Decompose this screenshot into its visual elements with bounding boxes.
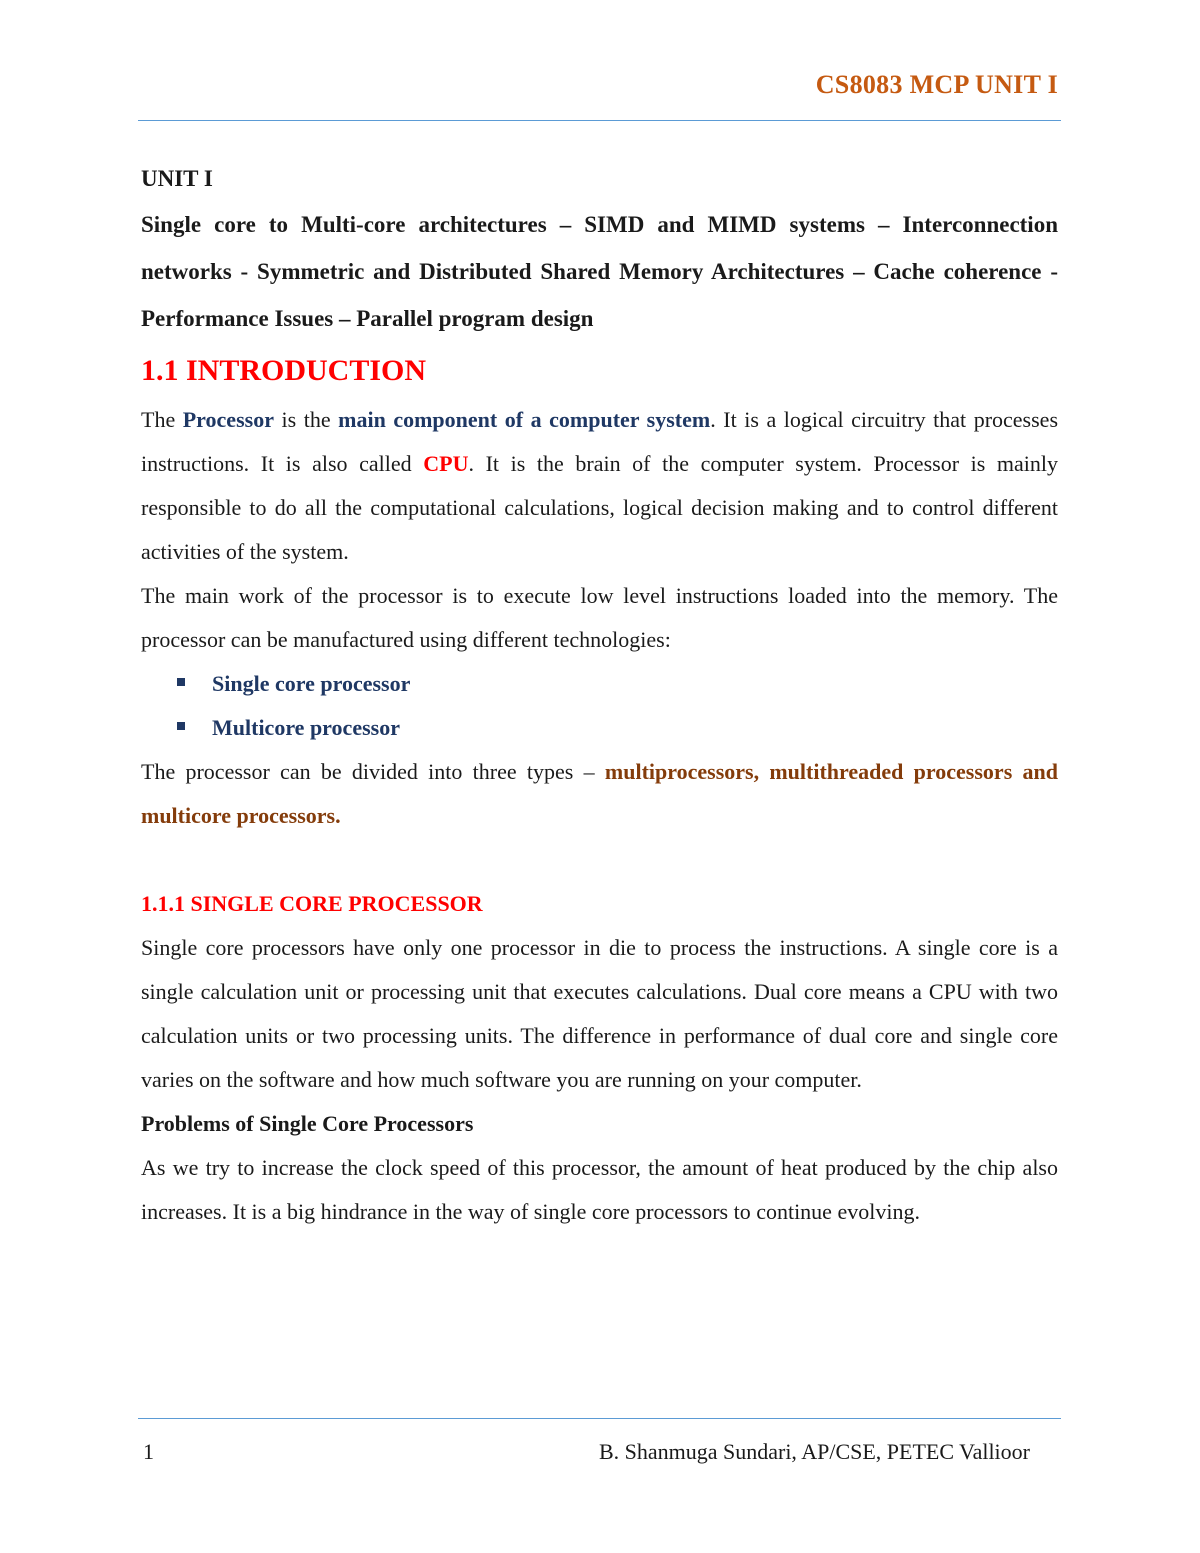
intro-p1-text-4: . It is the brain of the computer system. Processor is mainly responsible to do all the computational calculations, logical decision making and to control different activities of the system. <box>141 451 1058 564</box>
list-item-label: Multicore processor <box>212 715 400 740</box>
term-processor-types: multiprocessors, multithreaded processors and multicore processors. <box>141 759 1058 828</box>
list-item <box>177 662 1058 706</box>
intro-p1-text-2: is the <box>273 407 339 432</box>
intro-p1-text-3: . It is a logical circuitry that processes instructions. It is also called <box>141 407 1059 476</box>
problems-heading: Problems of Single Core Processors <box>141 1111 474 1136</box>
footer-rule <box>138 1418 1061 1419</box>
unit-heading: UNIT I <box>141 166 213 191</box>
intro-p3-text: The processor can be divided into three types – <box>141 759 605 784</box>
footer-author: B. Shanmuga Sundari, AP/CSE, PETEC Vallioor <box>598 1439 1030 1464</box>
intro-heading: 1.1 INTRODUCTION <box>141 354 427 387</box>
page-content <box>141 153 1058 1234</box>
technology-list <box>141 662 1058 750</box>
list-item-label: Single core processor <box>212 671 411 696</box>
intro-paragraph-3 <box>141 750 1058 838</box>
intro-paragraph-1 <box>141 398 1058 574</box>
unit-syllabus: Single core to Multi-core architectures – SIMD and MIMD systems – Interconnection networks - Symmetric and Distributed Shared Memory Architectures – Cache coherence - Performance Issues – Parallel program design <box>141 212 1058 331</box>
single-core-paragraph-2: As we try to increase the clock speed of this processor, the amount of heat produced by the chip also increases. It is a big hindrance in the way of single core processors to continue evolving. <box>141 1155 1058 1224</box>
square-bullet-icon <box>177 678 185 686</box>
term-main-component: main component of a computer system <box>338 407 711 432</box>
term-cpu: CPU <box>423 451 469 476</box>
intro-paragraph-2: The main work of the processor is to execute low level instructions loaded into the memory. The processor can be manufactured using different technologies: <box>141 583 1058 652</box>
square-bullet-icon <box>177 722 185 730</box>
intro-p1-text-1: The <box>141 407 183 432</box>
header-title: CS8083 MCP UNIT I <box>815 70 1058 99</box>
single-core-heading: 1.1.1 SINGLE CORE PROCESSOR <box>141 891 483 916</box>
list-item <box>177 706 1058 750</box>
header-rule <box>138 120 1061 121</box>
single-core-paragraph-1: Single core processors have only one processor in die to process the instructions. A single core is a single calculation unit or processing unit that executes calculations. Dual core means a CPU with two calculation units or two processing units. The difference in performance of dual core and single core varies on the software and how much software you are running on your computer. <box>141 935 1058 1092</box>
term-processor: Processor <box>182 407 274 432</box>
page-number: 1 <box>143 1439 154 1464</box>
